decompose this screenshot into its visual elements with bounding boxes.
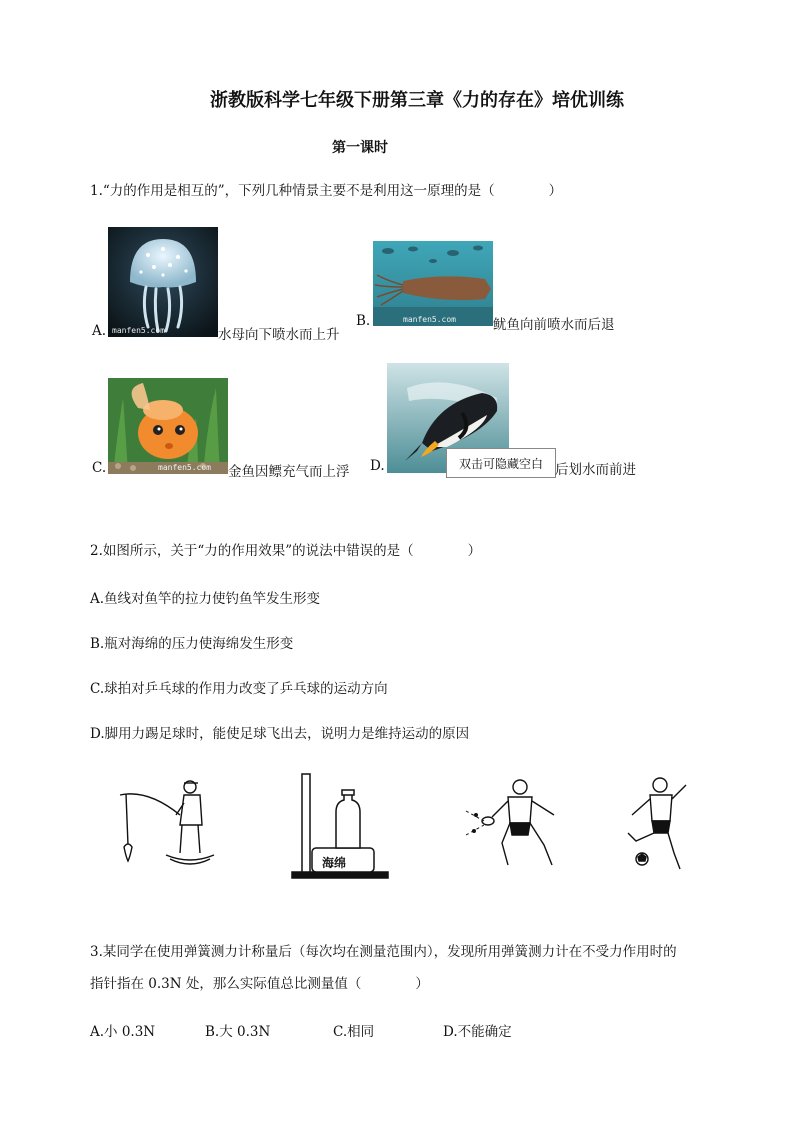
question-1-stem: 1.“力的作用是相互的”，下列几种情景主要不是利用这一原理的是（ ） bbox=[90, 183, 563, 199]
hide-blank-tooltip[interactable]: 双击可隐藏空白 bbox=[446, 448, 556, 478]
q1-option-c-text: 金鱼因鳔充气而上浮 bbox=[228, 464, 350, 480]
question-2-stem: 2.如图所示，关于“力的作用效果”的说法中错误的是（ ） bbox=[90, 543, 482, 559]
q2-option-a: A.鱼线对鱼竿的拉力使钓鱼竿发生形变 bbox=[90, 591, 321, 607]
sponge-label: 海绵 bbox=[322, 856, 347, 870]
q1-option-b-text: 鱿鱼向前喷水而后退 bbox=[493, 317, 615, 333]
page-title: 浙教版科学七年级下册第三章《力的存在》培优训练 bbox=[210, 90, 624, 111]
fisherman-figure bbox=[118, 775, 228, 875]
q2-option-c: C.球拍对乒乓球的作用力改变了乒乓球的运动方向 bbox=[90, 681, 388, 697]
jellyfish-image bbox=[108, 227, 218, 337]
bottle-sponge-figure bbox=[290, 772, 390, 880]
q1-c-watermark: manfen5.com bbox=[158, 463, 211, 472]
question-3-stem-line1: 3.某同学在使用弹簧测力计称量后（每次均在测量范围内），发现所用弹簧测力计在不受力作用时的 bbox=[90, 944, 677, 960]
q1-option-d-text: 后划水而前进 bbox=[555, 462, 636, 478]
q1-option-b-letter: B. bbox=[356, 313, 371, 329]
q1-b-watermark: manfen5.com bbox=[403, 315, 456, 324]
q1-a-watermark: manfen5.com bbox=[112, 326, 165, 335]
q3-option-b: B.大 0.3N bbox=[205, 1024, 271, 1040]
squid-image bbox=[373, 241, 493, 326]
q1-option-a-text: 水母向下喷水而上升 bbox=[218, 327, 340, 343]
q2-option-b: B.瓶对海绵的压力使海绵发生形变 bbox=[90, 636, 294, 652]
football-kick-figure bbox=[620, 775, 700, 875]
question-3-stem-line2: 指针指在 0.3N 处，那么实际值总比测量值（ ） bbox=[90, 976, 429, 992]
q3-option-a: A.小 0.3N bbox=[90, 1024, 156, 1040]
q1-option-d-letter: D. bbox=[370, 458, 385, 474]
q2-option-d: D.脚用力踢足球时，能使足球飞出去，说明力是维持运动的原因 bbox=[90, 726, 470, 742]
q1-option-a-letter: A. bbox=[92, 323, 107, 339]
lesson-subtitle: 第一课时 bbox=[332, 140, 388, 156]
q1-option-c-letter: C. bbox=[92, 460, 107, 476]
goldfish-image bbox=[108, 378, 228, 474]
table-tennis-figure bbox=[462, 775, 572, 875]
q3-option-d: D.不能确定 bbox=[443, 1024, 512, 1040]
q3-option-c: C.相同 bbox=[333, 1024, 375, 1040]
